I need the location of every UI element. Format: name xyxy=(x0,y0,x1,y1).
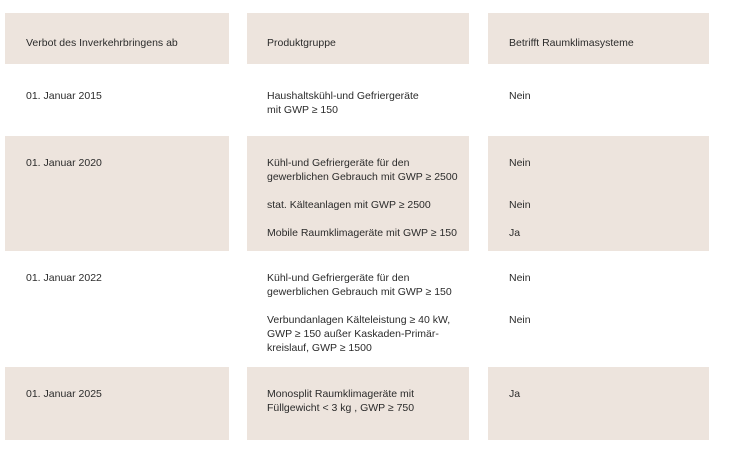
product-entry: Mobile Raumklimageräte mit GWP ≥ 150 xyxy=(267,227,457,239)
affects-cell xyxy=(488,69,709,136)
product-entry: stat. Kälteanlagen mit GWP ≥ 2500 xyxy=(267,199,431,211)
affects-cell xyxy=(488,367,709,440)
product-entry: Verbundanlagen Kälteleistung ≥ 40 kW, GWP ≥ 150 außer Kaskaden-Primär- kreislauf, GWP ≥ 1500 xyxy=(267,314,451,354)
header-date: Verbot des Inverkehrbringens ab xyxy=(5,13,229,64)
product-cell xyxy=(247,136,469,251)
date-cell: 01. Januar 2025 xyxy=(5,367,229,440)
table-row xyxy=(0,251,750,365)
table-row xyxy=(0,69,750,136)
affects-value: Nein xyxy=(509,314,531,326)
product-entry: Monosplit Raumklimageräte mit Füllgewicht < 3 kg , GWP ≥ 750 xyxy=(267,388,415,414)
product-cell xyxy=(247,251,469,365)
product-entry: Kühl-und Gefriergeräte für den gewerblichen Gebrauch mit GWP ≥ 150 xyxy=(267,272,452,298)
affects-value: Nein xyxy=(509,272,531,284)
affects-cell xyxy=(488,251,709,365)
affects-value: Ja xyxy=(509,227,521,239)
date-cell: 01. Januar 2015 xyxy=(26,90,102,102)
table-row xyxy=(0,367,750,440)
product-entry: Haushaltskühl-und Gefriergeräte mit GWP ≥ 150 xyxy=(267,90,419,116)
date-cell: 01. Januar 2020 xyxy=(5,136,229,251)
product-cell xyxy=(247,367,469,440)
table-row xyxy=(0,136,750,251)
affects-value: Nein xyxy=(509,90,531,102)
affects-value: Nein xyxy=(509,157,531,169)
table-header xyxy=(0,13,750,64)
product-entry: Kühl-und Gefriergeräte für den gewerblichen Gebrauch mit GWP ≥ 2500 xyxy=(267,157,458,183)
affects-cell xyxy=(488,136,709,251)
date-cell: 01. Januar 2022 xyxy=(26,272,102,284)
header-affects-ac: Betrifft Raumklimasysteme xyxy=(488,13,709,64)
affects-value: Ja xyxy=(509,388,521,400)
affects-value: Nein xyxy=(509,199,531,211)
product-cell xyxy=(247,69,469,136)
header-product-group: Produktgruppe xyxy=(247,13,469,64)
